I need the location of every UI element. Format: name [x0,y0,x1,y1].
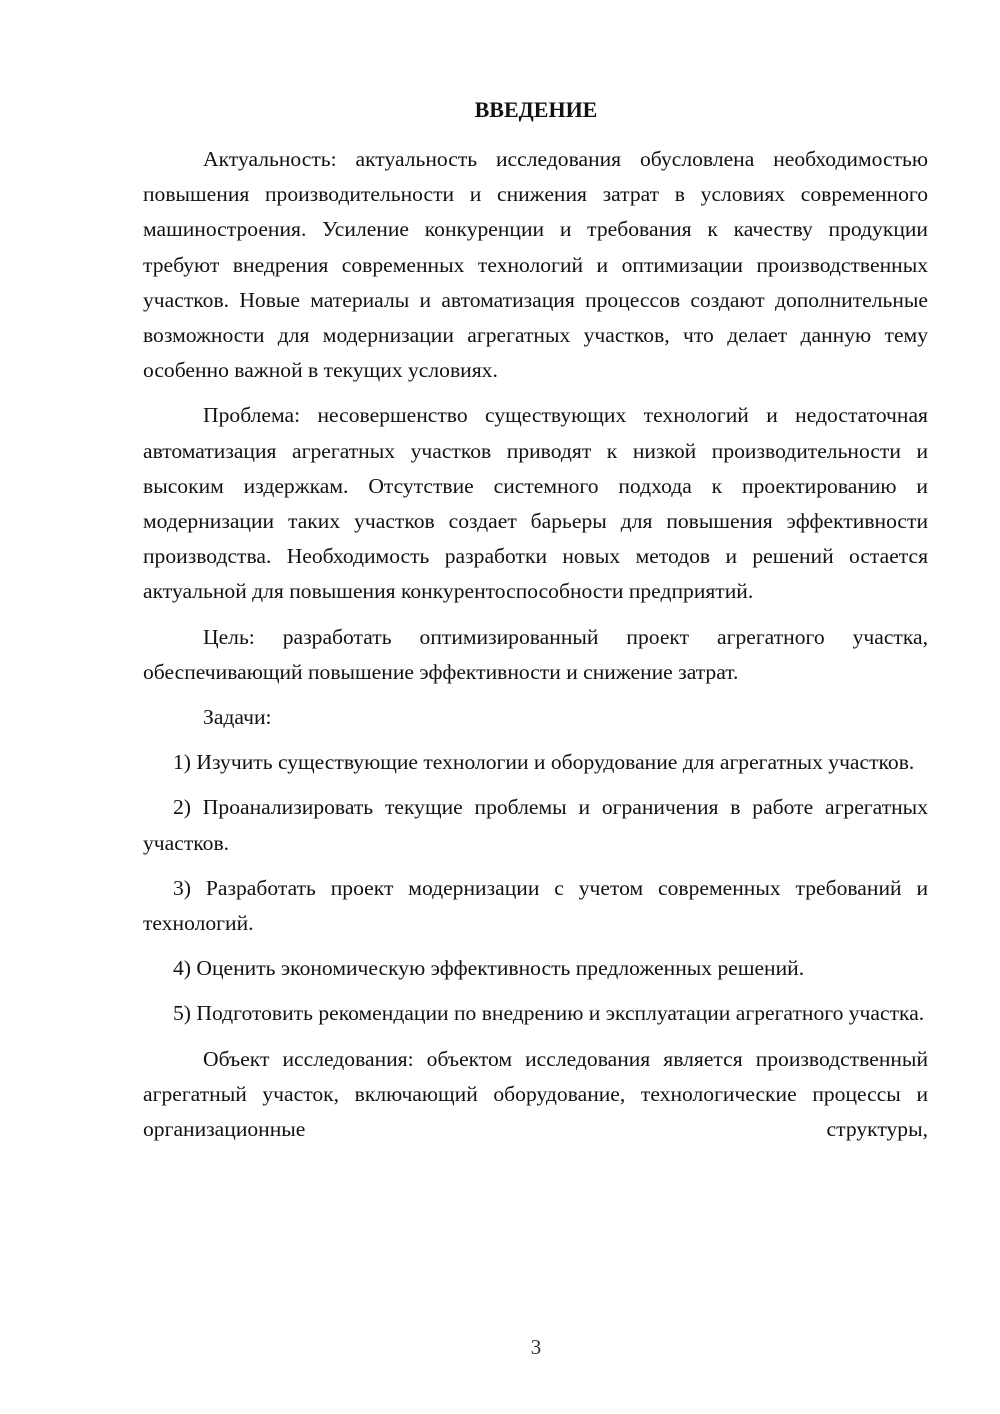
paragraph-problem: Проблема: несовершенство существующих технологий и недостаточная автоматизация агрегатных участков приводят к низкой производительности и высоким издержкам. Отсутствие системного подхода к проектированию и модернизации таких участков создает барьеры для повышения эффективности производства. Необходимость разработки новых методов и решений остается актуальной для повышения конкурентоспособности предприятий. [143,403,928,604]
document-body [143,142,928,1157]
page-number: 3 [530,1335,542,1359]
section-heading: ВВЕДЕНИЕ [474,97,598,122]
paragraph-tasks-label: Задачи: [203,705,272,730]
task-item-3: 3) Разработать проект модернизации с учетом современных требований и технологий. [143,875,928,936]
task-item-5: 5) Подготовить рекомендации по внедрению и эксплуатации агрегатного участка. [173,1001,925,1026]
paragraph-goal: Цель: разработать оптимизированный проект агрегатного участка, обеспечивающий повышение эффективности и снижение затрат. [143,624,928,684]
paragraph-relevance: Актуальность: актуальность исследования обусловлена необходимостью повышения производительности и снижения затрат в условиях современного машиностроения. Усиление конкуренции и требования к качеству продукции требуют внедрения современных технологий и оптимизации производственных участков. Новые материалы и автоматизация процессов создают дополнительные возможности для модернизации агрегатных участков, что делает данную тему особенно важной в текущих условиях. [143,147,928,383]
paragraph-object: Объект исследования: объектом исследования является производственный агрегатный участок, включающий оборудование, технологические процессы и организационные структуры, [143,1046,928,1142]
task-item-4: 4) Оценить экономическую эффективность предложенных решений. [173,956,805,981]
task-item-1: 1) Изучить существующие технологии и оборудование для агрегатных участков. [173,750,915,775]
task-item-2: 2) Проанализировать текущие проблемы и ограничения в работе агрегатных участков. [143,795,928,855]
